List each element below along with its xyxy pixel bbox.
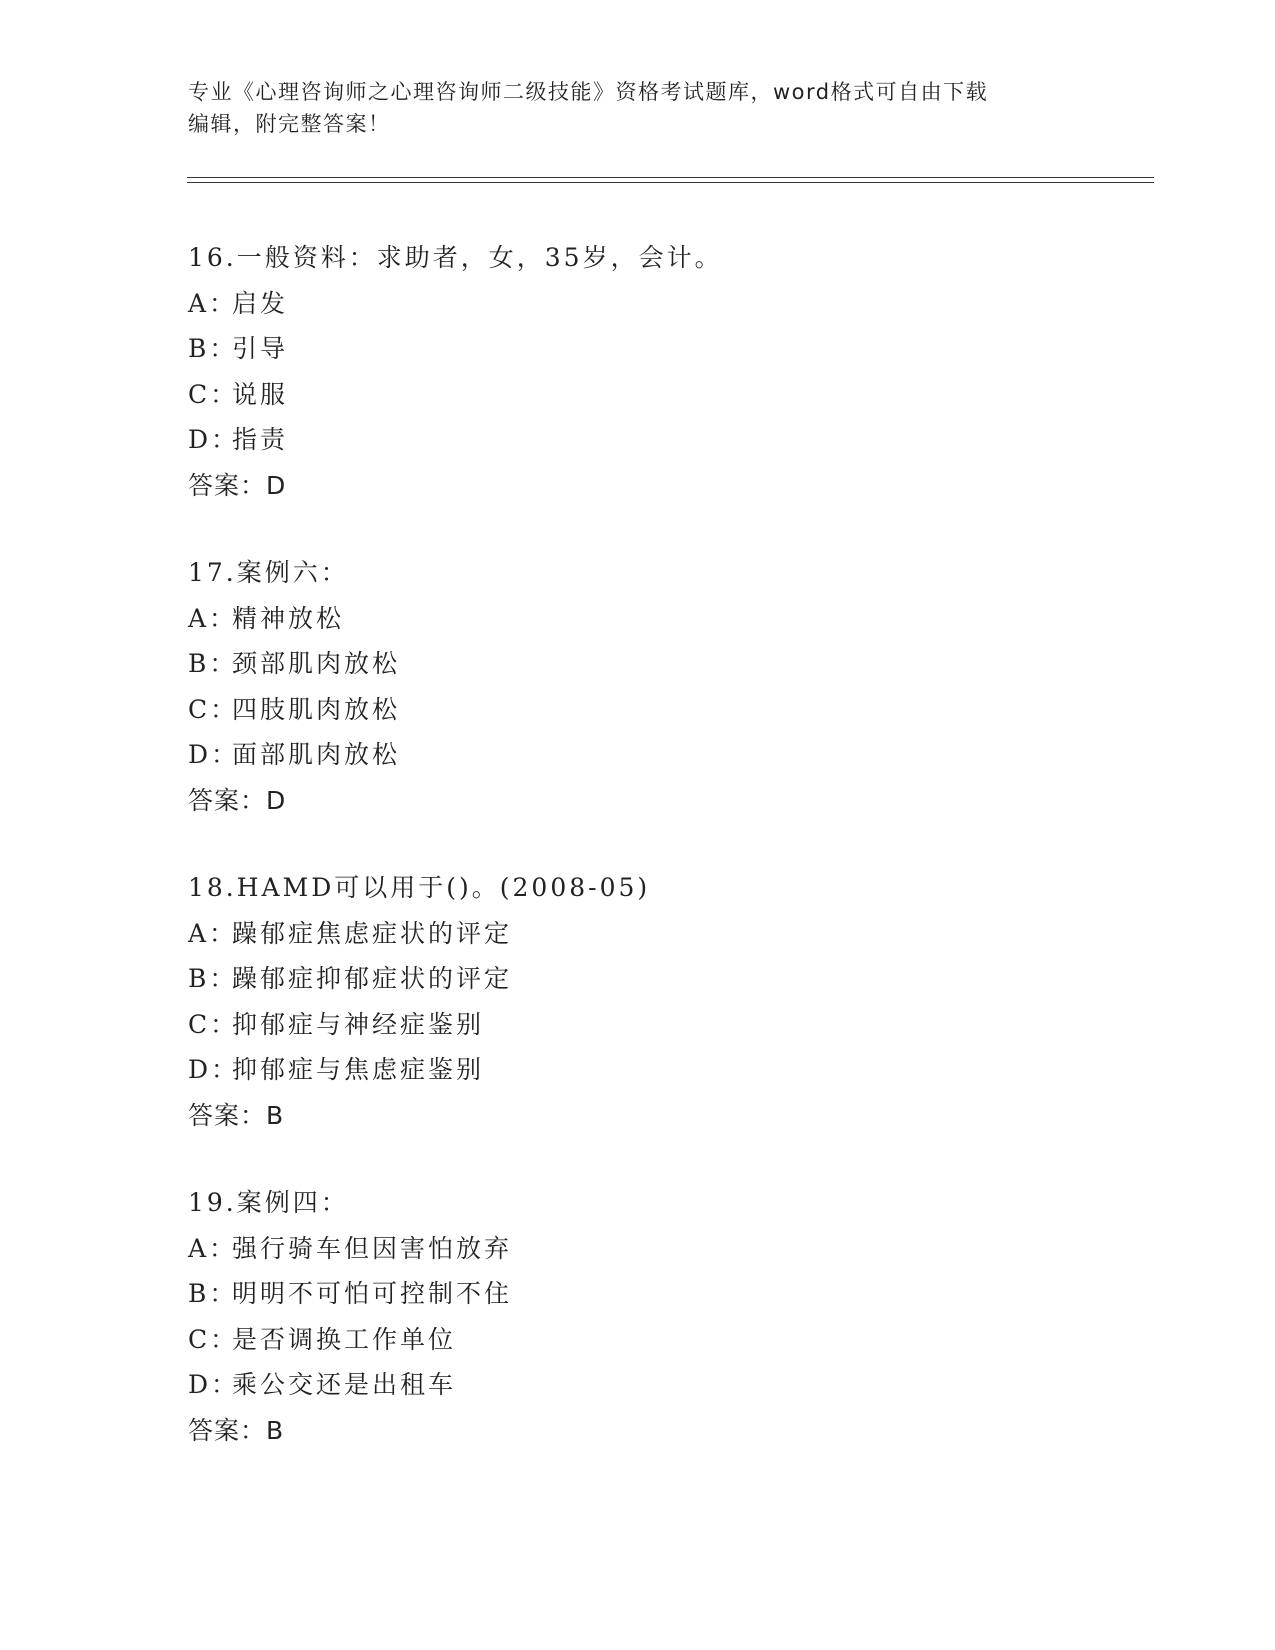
option-d <box>188 1362 1148 1408</box>
option-letter: C： <box>188 694 239 724</box>
question-18 <box>188 865 1148 1138</box>
question-17 <box>188 550 1148 823</box>
answer-line: 答案：B <box>188 1415 285 1445</box>
option-b <box>188 1271 1148 1317</box>
option-text: 抑郁症与焦虑症鉴别 <box>232 1055 485 1084</box>
option-text: 乘公交还是出租车 <box>232 1370 457 1399</box>
header-divider-top <box>187 177 1154 178</box>
option-letter: A： <box>188 1233 238 1263</box>
option-b <box>188 326 1148 372</box>
document-header <box>188 76 1068 140</box>
option-letter: C： <box>188 379 239 409</box>
header-line-2: 编辑，附完整答案！ <box>188 112 391 136</box>
option-letter: B： <box>188 1279 238 1308</box>
option-d <box>188 417 1148 463</box>
option-letter: B： <box>188 964 238 993</box>
question-stem: 17.案例六： <box>188 558 349 587</box>
option-text: 抑郁症与神经症鉴别 <box>232 1009 485 1039</box>
option-d <box>188 1047 1148 1093</box>
option-text: 指责 <box>232 425 289 454</box>
option-letter: D： <box>188 425 240 454</box>
option-letter: A： <box>188 288 238 318</box>
header-divider-bottom <box>187 182 1154 183</box>
question-16 <box>188 235 1148 508</box>
option-text: 精神放松 <box>232 603 345 633</box>
option-letter: A： <box>188 918 238 948</box>
option-text: 启发 <box>232 288 289 318</box>
option-text: 四肢肌肉放松 <box>232 694 401 724</box>
option-text: 颈部肌肉放松 <box>232 649 401 678</box>
question-19 <box>188 1180 1148 1453</box>
option-text: 躁郁症焦虑症状的评定 <box>232 918 513 948</box>
option-d <box>188 732 1148 778</box>
option-letter: D： <box>188 1055 240 1084</box>
option-a <box>188 596 1148 642</box>
answer-line: 答案：D <box>188 470 287 500</box>
header-line-1: 专业《心理咨询师之心理咨询师二级技能》资格考试题库，word格式可自由下载 <box>188 80 989 104</box>
option-c <box>188 372 1148 418</box>
answer-line: 答案：D <box>188 785 287 815</box>
option-c <box>188 1002 1148 1048</box>
option-letter: B： <box>188 649 238 678</box>
option-b <box>188 641 1148 687</box>
option-text: 引导 <box>232 334 289 363</box>
option-letter: D： <box>188 740 240 769</box>
option-text: 明明不可怕可控制不住 <box>232 1279 513 1308</box>
option-text: 说服 <box>232 379 289 409</box>
option-letter: B： <box>188 334 238 363</box>
question-stem: 19.案例四： <box>188 1188 349 1217</box>
option-letter: C： <box>188 1324 239 1354</box>
option-c <box>188 687 1148 733</box>
option-letter: A： <box>188 603 238 633</box>
option-a <box>188 281 1148 327</box>
option-text: 强行骑车但因害怕放弃 <box>232 1233 513 1263</box>
answer-line: 答案：B <box>188 1100 285 1130</box>
option-text: 躁郁症抑郁症状的评定 <box>232 964 513 993</box>
option-a <box>188 1226 1148 1272</box>
option-letter: C： <box>188 1009 239 1039</box>
option-c <box>188 1317 1148 1363</box>
option-text: 面部肌肉放松 <box>232 740 401 769</box>
question-list <box>188 235 1148 1495</box>
option-b <box>188 956 1148 1002</box>
question-stem: 18.HAMD可以用于()。(2008-05) <box>188 873 651 902</box>
question-stem: 16.一般资料：求助者，女，35岁，会计。 <box>188 243 723 272</box>
option-a <box>188 911 1148 957</box>
option-letter: D： <box>188 1370 240 1399</box>
option-text: 是否调换工作单位 <box>232 1324 457 1354</box>
